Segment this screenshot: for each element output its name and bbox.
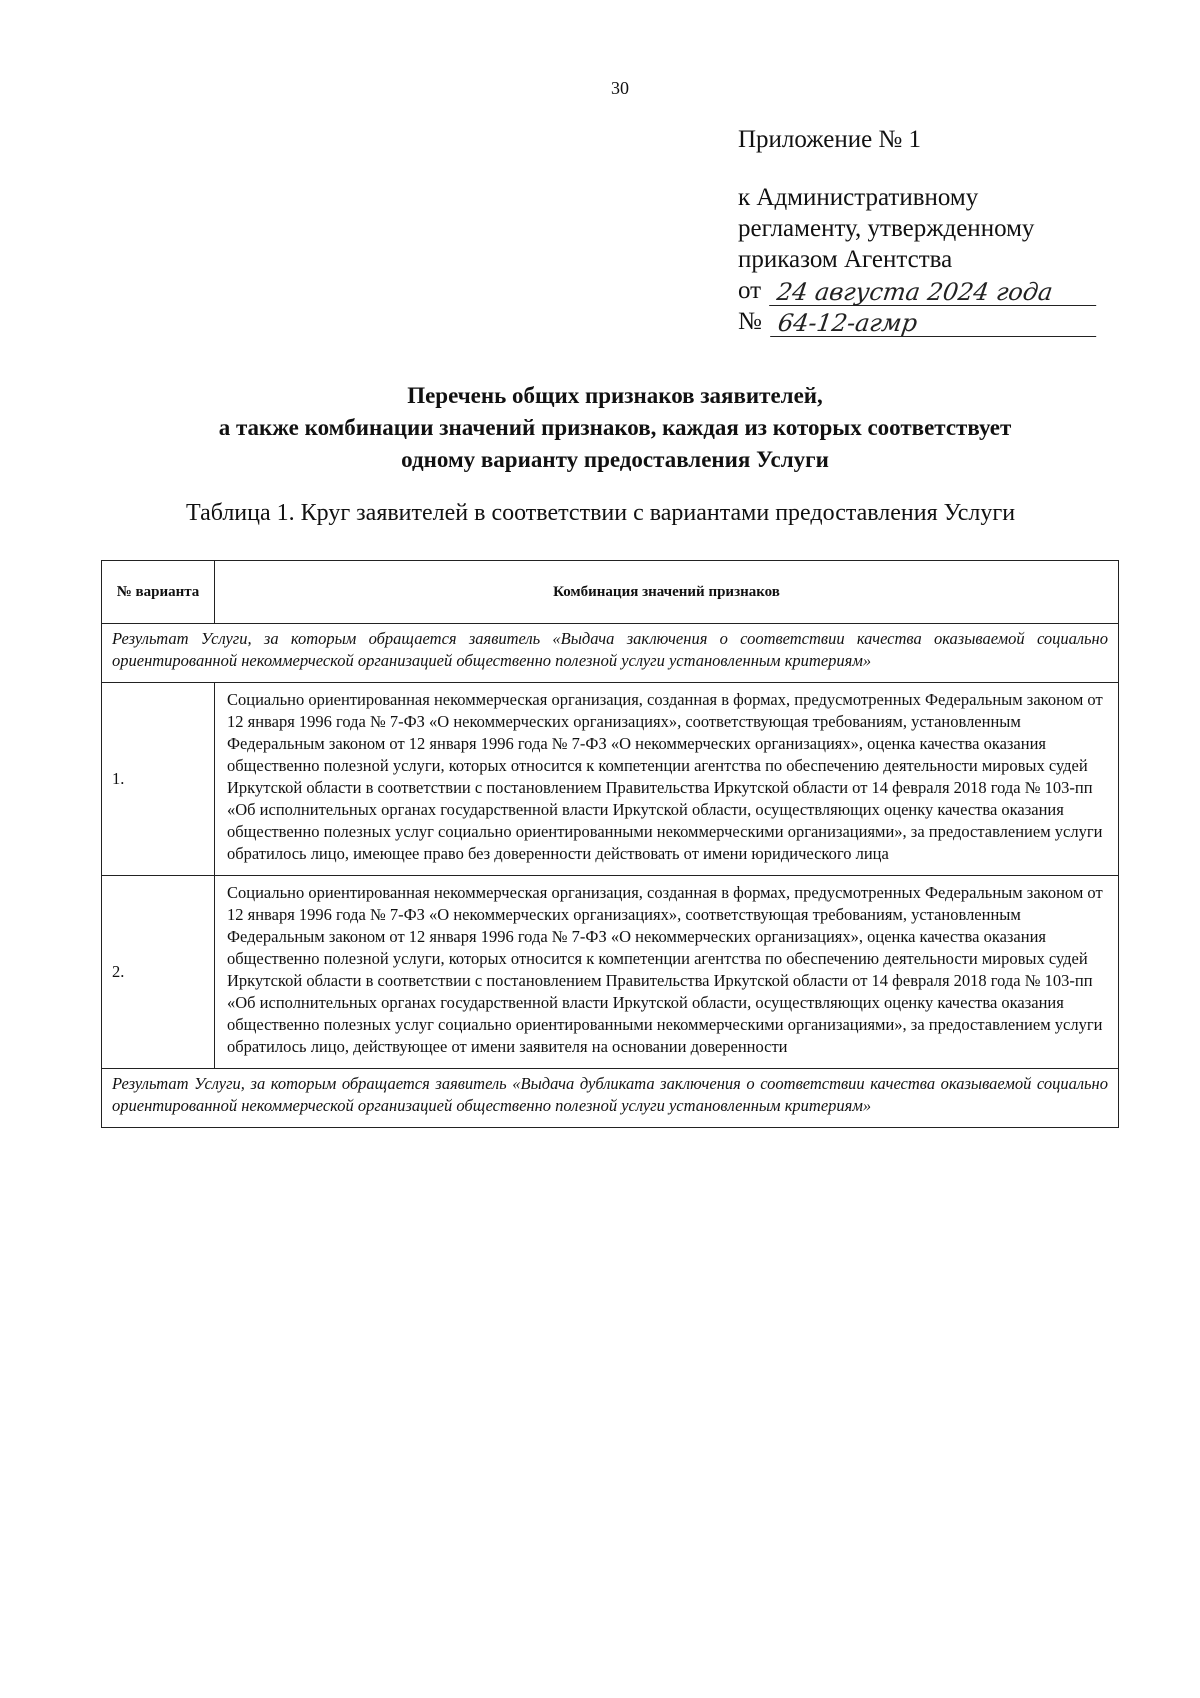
table-row xyxy=(102,876,1119,1069)
date-line xyxy=(738,275,1098,306)
column-header-combination: Комбинация значений признаков xyxy=(215,561,1119,624)
handwritten-date: 24 августа 2024 года xyxy=(769,279,1100,306)
table-result-row xyxy=(102,1069,1119,1128)
document-heading xyxy=(100,380,1130,476)
appendix-title: Приложение № 1 xyxy=(738,126,922,153)
number-line xyxy=(738,306,1098,337)
variant-number: 1. xyxy=(102,683,215,876)
heading-line-3: одному варианту предоставления Услуги xyxy=(401,447,829,472)
variants-table xyxy=(101,560,1119,1128)
number-prefix: № xyxy=(738,308,762,335)
page-number: 30 xyxy=(611,78,629,98)
table-header-row xyxy=(102,561,1119,624)
result-description: Результат Услуги, за которым обращается заявитель «Выдача заключения о соответствии качества оказываемой социально ориентированной некоммерческой организацией общественно полезной услуги установленным критериям» xyxy=(102,624,1119,683)
heading-line-2: а также комбинации значений признаков, каждая из которых соответствует xyxy=(218,415,1012,440)
appendix-line: приказом Агентства xyxy=(738,246,953,273)
heading-line-1: Перечень общих признаков заявителей, xyxy=(407,383,823,408)
column-header-number: № варианта xyxy=(102,561,215,624)
table-caption: Таблица 1. Круг заявителей в соответствии с вариантами предоставления Услуги xyxy=(186,500,1016,526)
variant-number: 2. xyxy=(102,876,215,1069)
date-prefix: от xyxy=(738,277,762,304)
result-description: Результат Услуги, за которым обращается заявитель «Выдача дубликата заключения о соответствии качества оказываемой социально ориентированной некоммерческой организацией общественно полезной услуги установленным критериям» xyxy=(102,1069,1119,1128)
table-row xyxy=(102,683,1119,876)
appendix-line: к Административному xyxy=(738,184,979,211)
handwritten-number: 64-12-агмр xyxy=(770,310,1100,337)
table-result-row xyxy=(102,624,1119,683)
appendix-block xyxy=(738,124,1098,337)
variant-description: Социально ориентированная некоммерческая организация, созданная в формах, предусмотренных Федеральным законом от 12 января 1996 года № 7-ФЗ «О некоммерческих организациях», соответствующая требованиям, установленным Федеральным законом от 12 января 1996 года № 7-ФЗ «О некоммерческих организациях», оценка качества оказания общественно полезной услуги, которых относится к компетенции агентства по обеспечению деятельности мировых судей Иркутской области в соответствии с постановлением Правительства Иркутской области от 14 февраля 2018 года № 103-пп «Об исполнительных органах государственной власти Иркутской области, осуществляющих оценку качества оказания общественно полезных услуг социально ориентированными некоммерческими организациями», за предоставлением услуги обратилось лицо, имеющее право без доверенности действовать от имени юридического лица xyxy=(215,683,1119,876)
appendix-line: регламенту, утвержденному xyxy=(738,215,1035,242)
variant-description: Социально ориентированная некоммерческая организация, созданная в формах, предусмотренных Федеральным законом от 12 января 1996 года № 7-ФЗ «О некоммерческих организациях», соответствующая требованиям, установленным Федеральным законом от 12 января 1996 года № 7-ФЗ «О некоммерческих организациях», оценка качества оказания общественно полезной услуги, которых относится к компетенции агентства по обеспечению деятельности мировых судей Иркутской области в соответствии с постановлением Правительства Иркутской области от 14 февраля 2018 года № 103-пп «Об исполнительных органах государственной власти Иркутской области, осуществляющих оценку качества оказания общественно полезных услуг социально ориентированными некоммерческими организациями», за предоставлением услуги обратилось лицо, действующее от имени заявителя на основании доверенности xyxy=(215,876,1119,1069)
